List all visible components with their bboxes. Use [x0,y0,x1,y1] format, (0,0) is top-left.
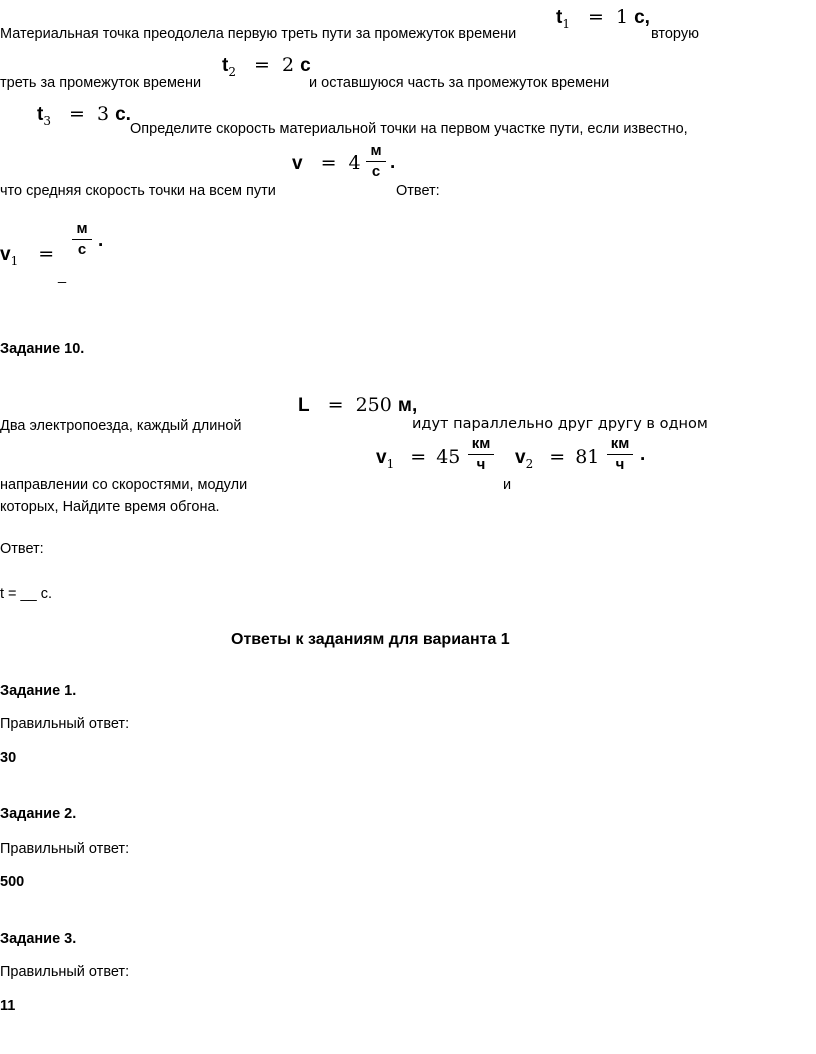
task10-answer-label: Ответ: [0,541,44,557]
task10-line1-tail: идут параллельно друг другу в одном [412,416,708,432]
formula-v2: $v_2 = 81$ [515,446,600,471]
answer-blank[interactable]: _ [58,268,67,284]
task10-and: и [503,477,512,493]
formula-v1-punct: . [98,230,104,251]
task9-line1-tail: вторую [651,26,699,42]
task9-line4: что средняя скорость точки на всем пути [0,183,276,199]
formula-v: v = 4 [292,152,361,174]
formula-L: L = 250 м, [298,394,418,416]
answer-3-heading: Задание 3. [0,931,77,947]
task10-heading: Задание 10. [0,341,85,357]
task10-line2: направлении со скоростями, модули [0,477,248,493]
answer-2-heading: Задание 2. [0,806,77,822]
formula-v2-unit-kmh: км ч [607,435,633,473]
formula-v-unit: м с [366,142,386,180]
formula-v2-punct: . [640,444,646,465]
formula-t3: $t_3 = 3$ с. [37,103,131,128]
task9-line3: Определите скорость материальной точки на первом участке пути, если известно, [130,121,688,137]
formula-v-punct: . [390,152,396,173]
answers-title: Ответы к заданиям для варианта 1 [231,631,510,648]
formula-v1-answer: $v_1$ = [0,243,55,268]
task10-line1: Два электропоезда, каждый длиной [0,418,242,434]
answer-2-value: 500 [0,874,25,890]
task10-line3: которых, Найдите время обгона. [0,499,220,515]
task9-answer-label: Ответ: [396,183,440,199]
formula-t2: $t_2 = 2$ с [222,54,311,79]
task10-answer-template[interactable]: t = __ с. [0,586,52,602]
answer-1-heading: Задание 1. [0,683,77,699]
formula-v1-unit: м с [72,220,92,258]
answer-1-label: Правильный ответ: [0,716,130,732]
task9-line1: Материальная точка преодолела первую треть пути за промежуток времени [0,26,517,42]
formula-v1: $v_1 = 45$ [376,446,461,471]
task9-line2-tail: и оставшуюся часть за промежуток времени [309,75,610,91]
formula-v1-unit-kmh: км ч [468,435,494,473]
answer-3-label: Правильный ответ: [0,964,130,980]
answer-2-label: Правильный ответ: [0,841,130,857]
formula-t1: $t_1 = 1$ с, [556,6,650,31]
task9-line2: треть за промежуток времени [0,75,202,91]
answer-3-value: 11 [0,998,16,1014]
answer-1-value: 30 [0,750,17,766]
